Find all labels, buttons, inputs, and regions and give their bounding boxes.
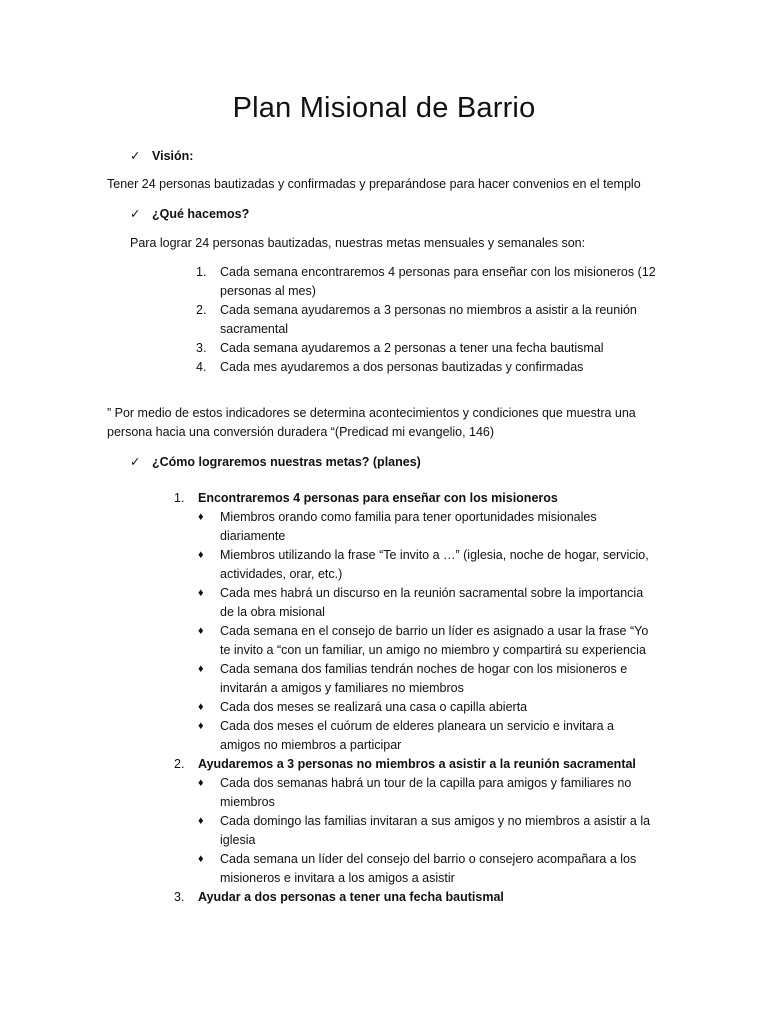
plan-title: Ayudaremos a 3 personas no miembros a asistir a la reunión sacramental — [198, 757, 636, 771]
que-hacemos-heading-label: ¿Qué hacemos? — [152, 207, 250, 221]
plans-list — [174, 489, 654, 907]
list-item: ♦ Cada semana un líder del consejo del barrio o consejero acompañara a los misioneros e invitara a los amigos a asistir — [198, 852, 637, 885]
diamond-bullet-icon: ♦ — [198, 777, 204, 789]
list-item: 2. Cada semana ayudaremos a 3 personas no miembros a asistir a la reunión sacramental — [196, 303, 637, 336]
diamond-bullet-icon: ♦ — [198, 549, 204, 561]
list-item: ♦ Miembros utilizando la frase “Te invito a …” (iglesia, noche de hogar, servicio, actividades, orar, etc.) — [198, 548, 649, 581]
list-item: ♦ Miembros orando como familia para tener oportunidades misionales diariamente — [198, 510, 597, 543]
list-item: 4. Cada mes ayudaremos a dos personas bautizadas y confirmadas — [196, 360, 584, 374]
list-item: 3. Cada semana ayudaremos a 2 personas a tener una fecha bautismal — [196, 341, 604, 355]
list-item: ♦ Cada dos meses se realizará una casa o capilla abierta — [198, 698, 654, 717]
diamond-bullet-icon: ♦ — [198, 701, 204, 713]
diamond-bullet-icon: ♦ — [198, 511, 204, 523]
diamond-bullet-icon: ♦ — [198, 853, 204, 865]
list-item: ♦ Cada semana en el consejo de barrio un líder es asignado a usar la frase “Yo te invito a “con un familiar, un amigo no miembro y compartirá su experiencia — [198, 624, 649, 657]
list-item: ♦ Cada dos meses el cuórum de elderes planeara un servicio e invitara a amigos no miembros a participar — [198, 719, 614, 752]
checkmark-icon: ✓ — [130, 455, 141, 469]
plan-title: Ayudar a dos personas a tener una fecha bautismal — [198, 890, 504, 904]
plan-item: 2. Ayudaremos a 3 personas no miembros a asistir a la reunión sacramental ♦ Cada dos semanas habrá un tour de la capilla para amigos y familiares no miembros ♦ Cada domingo las familias invitaran a sus amigos y no miembros a asistir a la iglesia ♦ Cada semana un líder del consejo del barrio o consejero acompañara a los misioneros e invitara a los amigos a asistir — [174, 755, 654, 888]
diamond-bullet-icon: ♦ — [198, 663, 204, 675]
plan-item: 3. Ayudar a dos personas a tener una fecha bautismal — [174, 890, 504, 904]
diamond-bullet-icon: ♦ — [198, 720, 204, 732]
que-hacemos-heading — [130, 206, 249, 221]
vision-text: Tener 24 personas bautizadas y confirmadas y preparándose para hacer convenios en el templo — [107, 177, 641, 191]
plan-bullets — [198, 774, 654, 888]
vision-heading — [130, 148, 193, 163]
list-item: ♦ Cada mes habrá un discurso en la reunión sacramental sobre la importancia de la obra misional — [198, 586, 644, 619]
diamond-bullet-icon: ♦ — [198, 625, 204, 637]
planes-heading-label: ¿Cómo lograremos nuestras metas? (planes) — [152, 455, 421, 469]
vision-heading-label: Visión: — [152, 149, 194, 163]
checkmark-icon: ✓ — [130, 149, 141, 163]
list-item: 1. Cada semana encontraremos 4 personas para enseñar con los misioneros (12 personas al mes) — [196, 265, 656, 298]
planes-heading — [130, 454, 421, 469]
list-item: ♦ Cada semana dos familias tendrán noches de hogar con los misioneros e invitarán a amigos y familiares no miembros — [198, 662, 628, 695]
diamond-bullet-icon: ♦ — [198, 587, 204, 599]
diamond-bullet-icon: ♦ — [198, 815, 204, 827]
page-title: Plan Misional de Barrio — [232, 92, 536, 124]
list-item: ♦ Cada domingo las familias invitaran a sus amigos y no miembros a asistir a la iglesia — [198, 814, 651, 847]
que-hacemos-intro: Para lograr 24 personas bautizadas, nuestras metas mensuales y semanales son: — [130, 236, 586, 250]
plan-bullets — [198, 508, 654, 755]
list-item: ♦ Cada dos semanas habrá un tour de la capilla para amigos y familiares no miembros — [198, 776, 632, 809]
plan-title: Encontraremos 4 personas para enseñar con los misioneros — [198, 491, 558, 505]
quote-text: ” Por medio de estos indicadores se determina acontecimientos y condiciones que muestra una persona hacia una conversión duradera “(Predicad mi evangelio, 146) — [107, 406, 636, 439]
plan-item: 1. Encontraremos 4 personas para enseñar con los misioneros ♦ Miembros orando como familia para tener oportunidades misionales diariamente ♦ Miembros utilizando la frase “Te invito a …” (iglesia, noche de hogar, servicio, actividades, orar, etc.) ♦ Cada mes habrá un discurso en la reunión sacramental sobre la importancia de la obra misional ♦ Cada semana en el consejo de barrio un líder es asignado a usar la frase “Yo te invito a “con un familiar, un amigo no miembro y compartirá su experiencia ♦ Cada semana dos familias tendrán noches de hogar con los misioneros e invitarán a amigos y familiares no miembros ♦ Cada dos meses se realizará una casa o capilla abierta ♦ Cada dos meses el cuórum de elderes planeara un servicio e invitara a amigos no miembros a participar — [174, 489, 654, 755]
goals-list — [196, 263, 666, 377]
checkmark-icon: ✓ — [130, 207, 141, 221]
